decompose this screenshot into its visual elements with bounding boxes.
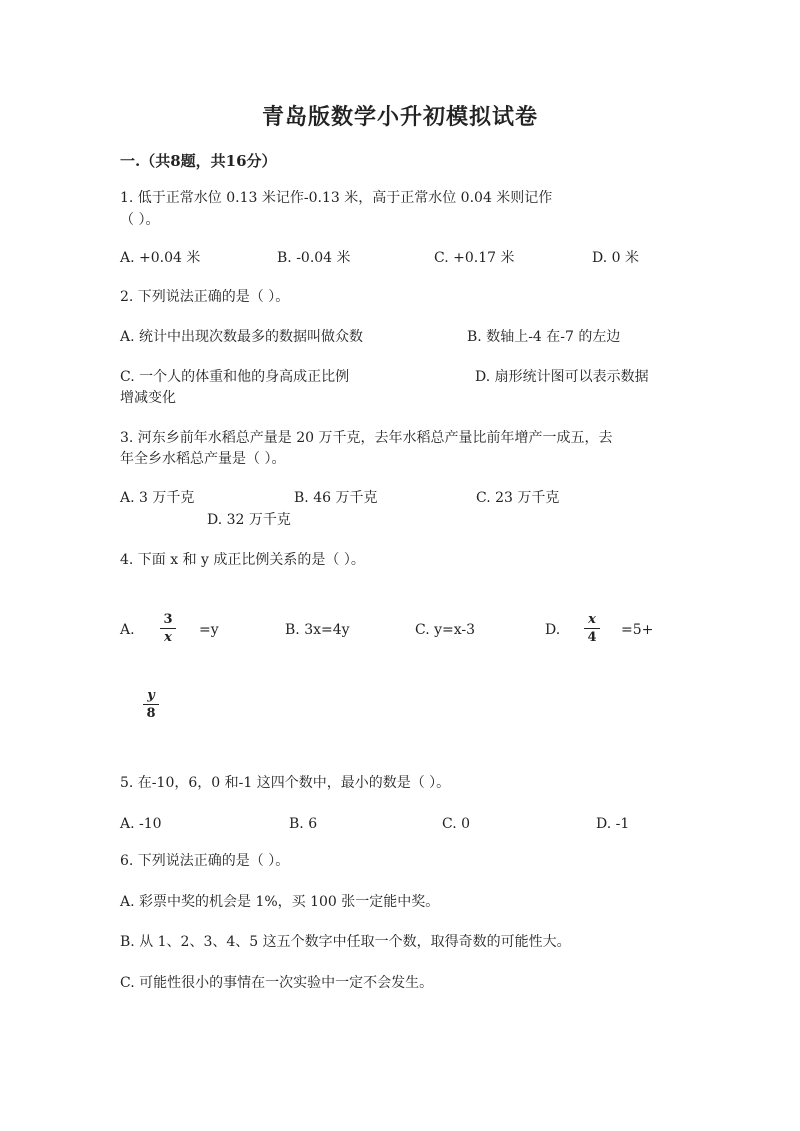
question-3-option-b: B. 46 万千克 <box>294 490 378 506</box>
question-5-option-b: B. 6 <box>289 816 318 832</box>
fraction-denominator: x <box>164 630 172 645</box>
fraction-denominator: 8 <box>146 706 156 721</box>
question-4-stem: 4. 下面 x 和 y 成正比例关系的是（ ）。 <box>120 552 365 568</box>
fraction-numerator: y <box>147 688 155 703</box>
fraction-bar <box>160 628 176 629</box>
question-3-stem: 3. 河东乡前年水稻总产量是 20 万千克，去年水稻总产量比前年增产一成五，去 <box>120 430 613 446</box>
exam-title: 青岛版数学小升初模拟试卷 <box>261 104 538 130</box>
fraction-numerator: 3 <box>163 612 173 627</box>
question-3-stem-cont: 年全乡水稻总产量是（ ）。 <box>120 451 286 467</box>
question-2-option-c: C. 一个人的体重和他的身高成正比例 <box>120 369 350 385</box>
fraction-bar <box>143 704 159 705</box>
question-4-option-d-rest: =5+ <box>621 622 654 638</box>
question-1-option-d: D. 0 米 <box>592 250 639 266</box>
question-1-stem: 1. 低于正常水位 0.13 米记作-0.13 米，高于正常水位 0.04 米则记作 <box>120 190 553 206</box>
question-6-option-c: C. 可能性很小的事情在一次实验中一定不会发生。 <box>120 975 434 991</box>
question-3-option-a: A. 3 万千克 <box>120 490 195 506</box>
question-3-option-c: C. 23 万千克 <box>476 490 560 506</box>
question-5-option-c: C. 0 <box>442 816 471 832</box>
fraction-x-over-4 <box>584 612 600 645</box>
question-1-option-c: C. +0.17 米 <box>434 250 515 266</box>
question-3-option-d: D. 32 万千克 <box>207 512 291 528</box>
question-6-stem: 6. 下列说法正确的是（ ）。 <box>120 853 290 869</box>
fraction-y-over-8 <box>143 688 159 721</box>
question-1-option-b: B. -0.04 米 <box>277 250 351 266</box>
question-4-option-a-label: A. <box>120 622 135 638</box>
question-2-option-b: B. 数轴上-4 在-7 的左边 <box>467 329 621 345</box>
fraction-denominator: 4 <box>587 630 597 645</box>
question-4-option-b: B. 3x=4y <box>285 622 350 638</box>
question-2-option-a: A. 统计中出现次数最多的数据叫做众数 <box>120 329 364 345</box>
question-6-option-a: A. 彩票中奖的机会是 1%，买 100 张一定能中奖。 <box>120 894 440 910</box>
question-6-option-b: B. 从 1、2、3、4、5 这五个数字中任取一个数，取得奇数的可能性大。 <box>120 934 571 950</box>
fraction-numerator: x <box>588 612 596 627</box>
fraction-3-over-x <box>160 612 176 645</box>
question-4-option-a-rest: =y <box>199 622 219 638</box>
question-2-option-d-cont: 增减变化 <box>120 390 176 406</box>
question-1-stem-cont: （ ）。 <box>120 212 160 228</box>
section-heading: 一.（共8题，共16分） <box>120 152 277 170</box>
question-5-option-a: A. -10 <box>120 816 162 832</box>
question-5-option-d: D. -1 <box>596 816 630 832</box>
question-1-option-a: A. +0.04 米 <box>120 250 201 266</box>
question-5-stem: 5. 在-10，6，0 和-1 这四个数中，最小的数是（ ）。 <box>120 775 451 791</box>
fraction-bar <box>584 628 600 629</box>
question-2-option-d: D. 扇形统计图可以表示数据 <box>475 369 649 385</box>
question-4-option-d-label: D. <box>545 622 561 638</box>
question-4-option-c: C. y=x-3 <box>415 622 476 638</box>
question-2-stem: 2. 下列说法正确的是（ ）。 <box>120 289 290 305</box>
